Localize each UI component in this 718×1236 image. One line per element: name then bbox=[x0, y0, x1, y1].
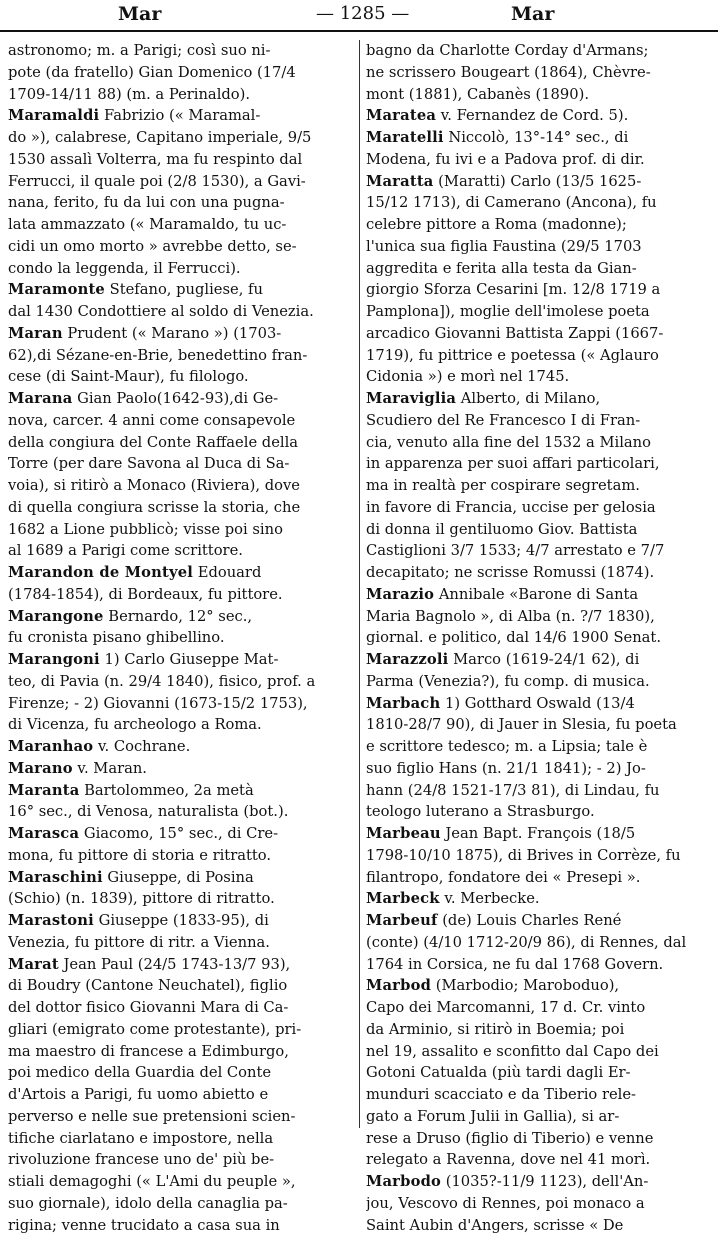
text-line bbox=[366, 627, 716, 649]
line-text: perverso e nelle sue pretensioni scien- bbox=[8, 1108, 295, 1125]
line-text: Venezia, fu pittore di ritr. a Vienna. bbox=[8, 934, 270, 951]
entry-headword: Maran bbox=[8, 325, 63, 342]
text-line bbox=[8, 1149, 358, 1171]
line-text: cese (di Saint-Maur), fu filologo. bbox=[8, 368, 249, 385]
line-text: di Boudry (Cantone Neuchatel), figlio bbox=[8, 977, 287, 994]
text-line bbox=[366, 1062, 716, 1084]
text-line bbox=[8, 1084, 358, 1106]
line-text: Firenze; - 2) Giovanni (1673-15/2 1753), bbox=[8, 695, 308, 712]
entry-first-line bbox=[8, 323, 358, 345]
text-line bbox=[8, 714, 358, 736]
line-text: Parma (Venezia?), fu comp. di musica. bbox=[366, 673, 650, 690]
text-line bbox=[8, 40, 358, 62]
entry-headword: Marana bbox=[8, 390, 72, 407]
text-line bbox=[366, 1215, 716, 1236]
text-line bbox=[8, 410, 358, 432]
text-line bbox=[366, 453, 716, 475]
line-text: hann (24/8 1521-17/3 81), di Lindau, fu bbox=[366, 782, 659, 799]
line-text: nova, carcer. 4 anni come consapevole bbox=[8, 412, 295, 429]
entry-headword: Maratta bbox=[366, 173, 434, 190]
line-text: 1719), fu pittrice e poetessa (« Aglauro bbox=[366, 347, 659, 364]
text-line bbox=[366, 301, 716, 323]
text-line bbox=[366, 671, 716, 693]
text-line bbox=[366, 519, 716, 541]
line-text: gliari (emigrato come protestante), pri- bbox=[8, 1021, 301, 1038]
line-text: giorgio Sforza Cesarini [m. 12/8 1719 a bbox=[366, 281, 660, 298]
entry-headword: Marangoni bbox=[8, 651, 100, 668]
line-text: Fabrizio (« Maramal- bbox=[99, 107, 260, 124]
text-line bbox=[366, 497, 716, 519]
line-text: munduri scacciato e da Tiberio rele- bbox=[366, 1086, 636, 1103]
line-text: Niccolò, 13°-14° sec., di bbox=[444, 129, 629, 146]
entry-first-line bbox=[366, 388, 716, 410]
line-text: voia), si ritirò a Monaco (Riviera), dove bbox=[8, 477, 300, 494]
entry-first-line bbox=[8, 562, 358, 584]
text-line bbox=[8, 1106, 358, 1128]
line-text: lata ammazzato (« Maramaldo, tu uc- bbox=[8, 216, 286, 233]
line-text: v. Maran. bbox=[73, 760, 147, 777]
text-line bbox=[8, 62, 358, 84]
entry-first-line bbox=[366, 975, 716, 997]
line-text: Bartolommeo, 2a metà bbox=[79, 782, 253, 799]
text-line bbox=[8, 432, 358, 454]
line-text: Stefano, pugliese, fu bbox=[105, 281, 263, 298]
line-text: arcadico Giovanni Battista Zappi (1667- bbox=[366, 325, 663, 342]
line-text: 16° sec., di Venosa, naturalista (bot.). bbox=[8, 803, 288, 820]
text-line bbox=[366, 954, 716, 976]
line-text: (1784-1854), di Bordeaux, fu pittore. bbox=[8, 586, 283, 603]
line-text: da Arminio, si ritirò in Boemia; poi bbox=[366, 1021, 624, 1038]
line-text: teo, di Pavia (n. 29/4 1840), fisico, prof. a bbox=[8, 673, 315, 690]
right-column bbox=[366, 40, 716, 1236]
line-text: (Marbodio; Maroboduo), bbox=[431, 977, 619, 994]
text-line bbox=[8, 345, 358, 367]
line-text: tifiche ciarlatano e impostore, nella bbox=[8, 1130, 273, 1147]
line-text: Pamplona]), moglie dell'imolese poeta bbox=[366, 303, 650, 320]
text-line bbox=[8, 1128, 358, 1150]
line-text: v. Cochrane. bbox=[93, 738, 190, 755]
text-line bbox=[366, 279, 716, 301]
entry-first-line bbox=[8, 105, 358, 127]
text-line bbox=[8, 366, 358, 388]
line-text: astronomo; m. a Parigi; così suo ni- bbox=[8, 42, 270, 59]
line-text: di donna il gentiluomo Giov. Battista bbox=[366, 521, 637, 538]
entry-first-line bbox=[366, 649, 716, 671]
text-line bbox=[366, 40, 716, 62]
entry-first-line bbox=[366, 171, 716, 193]
entry-headword: Maratea bbox=[366, 107, 436, 124]
line-text: (Schio) (n. 1839), pittore di ritratto. bbox=[8, 890, 275, 907]
text-line bbox=[366, 1041, 716, 1063]
line-text: 15/12 1713), di Camerano (Ancona), fu bbox=[366, 194, 657, 211]
text-line bbox=[366, 1128, 716, 1150]
line-text: celebre pittore a Roma (madonne); bbox=[366, 216, 627, 233]
entry-first-line bbox=[8, 867, 358, 889]
entry-first-line bbox=[8, 736, 358, 758]
entry-first-line bbox=[8, 649, 358, 671]
line-text: stiali demagoghi (« L'Ami du peuple », bbox=[8, 1173, 295, 1190]
entry-first-line bbox=[366, 693, 716, 715]
line-text: do »), calabrese, Capitano imperiale, 9/5 bbox=[8, 129, 311, 146]
entry-first-line bbox=[366, 584, 716, 606]
entry-headword: Maranta bbox=[8, 782, 79, 799]
line-text: Castiglioni 3/7 1533; 4/7 arrestato e 7/7 bbox=[366, 542, 664, 559]
line-text: suo giornale), idolo della canaglia pa- bbox=[8, 1195, 288, 1212]
line-text: v. Merbecke. bbox=[440, 890, 540, 907]
text-line bbox=[8, 801, 358, 823]
entry-headword: Maramonte bbox=[8, 281, 105, 298]
line-text: rivoluzione francese uno de' più be- bbox=[8, 1151, 274, 1168]
line-text: Jean Paul (24/5 1743-13/7 93), bbox=[59, 956, 290, 973]
line-text: filantropo, fondatore dei « Presepi ». bbox=[366, 869, 640, 886]
entry-first-line bbox=[8, 279, 358, 301]
text-line bbox=[8, 127, 358, 149]
text-line bbox=[366, 1106, 716, 1128]
entry-headword: Marangone bbox=[8, 608, 104, 625]
text-line bbox=[366, 736, 716, 758]
text-line bbox=[366, 562, 716, 584]
header-right-guideword: Mar bbox=[511, 3, 554, 25]
entry-first-line bbox=[366, 910, 716, 932]
line-text: nana, ferito, fu da lui con una pugna- bbox=[8, 194, 285, 211]
text-line bbox=[366, 1084, 716, 1106]
line-text: Alberto, di Milano, bbox=[456, 390, 600, 407]
entry-first-line bbox=[8, 388, 358, 410]
entry-first-line bbox=[8, 823, 358, 845]
text-line bbox=[8, 1193, 358, 1215]
line-text: dal 1430 Condottiere al soldo di Venezia. bbox=[8, 303, 314, 320]
line-text: 1798-10/10 1875), di Brives in Corrèze, fu bbox=[366, 847, 681, 864]
line-text: Bernardo, 12° sec., bbox=[104, 608, 253, 625]
text-line bbox=[366, 214, 716, 236]
line-text: Torre (per dare Savona al Duca di Sa- bbox=[8, 455, 289, 472]
text-line bbox=[8, 540, 358, 562]
text-line bbox=[366, 845, 716, 867]
text-line bbox=[366, 84, 716, 106]
entry-headword: Maramaldi bbox=[8, 107, 99, 124]
line-text: mont (1881), Cabanès (1890). bbox=[366, 86, 589, 103]
line-text: (Maratti) Carlo (13/5 1625- bbox=[434, 173, 642, 190]
entry-headword: Marbeck bbox=[366, 890, 440, 907]
text-line bbox=[8, 627, 358, 649]
entry-first-line bbox=[8, 606, 358, 628]
text-line bbox=[8, 301, 358, 323]
line-text: di Vicenza, fu archeologo a Roma. bbox=[8, 716, 262, 733]
entry-first-line bbox=[366, 127, 716, 149]
text-line bbox=[366, 62, 716, 84]
line-text: di quella congiura scrisse la storia, che bbox=[8, 499, 300, 516]
line-text: rese a Druso (figlio di Tiberio) e venne bbox=[366, 1130, 653, 1147]
line-text: ma in realtà per cospirare segretam. bbox=[366, 477, 640, 494]
line-text: 62),di Sézane-en-Brie, benedettino fran- bbox=[8, 347, 307, 364]
text-line bbox=[8, 845, 358, 867]
line-text: rigina; venne trucidato a casa sua in bbox=[8, 1217, 280, 1234]
left-column bbox=[8, 40, 358, 1236]
line-text: 1530 assalì Volterra, ma fu respinto dal bbox=[8, 151, 302, 168]
line-text: Saint Aubin d'Angers, scrisse « De bbox=[366, 1217, 623, 1234]
text-line bbox=[8, 693, 358, 715]
entry-headword: Marano bbox=[8, 760, 73, 777]
line-text: Ferrucci, il quale poi (2/8 1530), a Gavi- bbox=[8, 173, 306, 190]
entry-first-line bbox=[366, 1171, 716, 1193]
line-text: 1709-14/11 88) (m. a Perinaldo). bbox=[8, 86, 250, 103]
entry-headword: Marazzoli bbox=[366, 651, 448, 668]
header-left-guideword: Mar bbox=[118, 3, 161, 25]
text-line bbox=[366, 714, 716, 736]
entry-headword: Marandon de Montyel bbox=[8, 564, 193, 581]
line-text: l'unica sua figlia Faustina (29/5 1703 bbox=[366, 238, 642, 255]
line-text: della congiura del Conte Raffaele della bbox=[8, 434, 298, 451]
entry-first-line bbox=[8, 758, 358, 780]
line-text: (de) Louis Charles René bbox=[438, 912, 622, 929]
text-line bbox=[366, 149, 716, 171]
line-text: Modena, fu ivi e a Padova prof. di dir. bbox=[366, 151, 645, 168]
line-text: in favore di Francia, uccise per gelosia bbox=[366, 499, 656, 516]
text-line bbox=[8, 149, 358, 171]
text-line bbox=[8, 497, 358, 519]
line-text: Marco (1619-24/1 62), di bbox=[448, 651, 639, 668]
text-line bbox=[8, 1041, 358, 1063]
line-text: Scudiero del Re Francesco I di Fran- bbox=[366, 412, 640, 429]
line-text: Cidonia ») e morì nel 1745. bbox=[366, 368, 569, 385]
line-text: Maria Bagnolo », di Alba (n. ?/7 1830), bbox=[366, 608, 655, 625]
line-text: Jean Bapt. François (18/5 bbox=[441, 825, 635, 842]
line-text: 1764 in Corsica, ne fu dal 1768 Govern. bbox=[366, 956, 663, 973]
text-line bbox=[366, 540, 716, 562]
line-text: fu cronista pisano ghibellino. bbox=[8, 629, 225, 646]
text-line bbox=[366, 758, 716, 780]
text-line bbox=[8, 584, 358, 606]
entry-headword: Marazio bbox=[366, 586, 434, 603]
text-line bbox=[8, 1062, 358, 1084]
text-line bbox=[366, 867, 716, 889]
entry-headword: Marbach bbox=[366, 695, 440, 712]
line-text: gato a Forum Julii in Gallia), si ar- bbox=[366, 1108, 619, 1125]
text-line bbox=[366, 410, 716, 432]
text-line bbox=[8, 192, 358, 214]
entry-headword: Maraviglia bbox=[366, 390, 456, 407]
line-text: Giacomo, 15° sec., di Cre- bbox=[79, 825, 278, 842]
text-line bbox=[366, 1019, 716, 1041]
line-text: poi medico della Guardia del Conte bbox=[8, 1064, 271, 1081]
text-line bbox=[366, 258, 716, 280]
text-line bbox=[8, 258, 358, 280]
line-text: cidi un omo morto » avrebbe detto, se- bbox=[8, 238, 297, 255]
line-text: Edouard bbox=[193, 564, 261, 581]
text-line bbox=[366, 997, 716, 1019]
text-line bbox=[8, 214, 358, 236]
entry-headword: Marbeuf bbox=[366, 912, 438, 929]
entry-first-line bbox=[8, 954, 358, 976]
text-line bbox=[366, 432, 716, 454]
entry-headword: Marat bbox=[8, 956, 59, 973]
text-line bbox=[8, 932, 358, 954]
entry-first-line bbox=[8, 910, 358, 932]
text-line bbox=[366, 1193, 716, 1215]
entry-headword: Marasca bbox=[8, 825, 79, 842]
entry-headword: Marbeau bbox=[366, 825, 441, 842]
text-line bbox=[366, 801, 716, 823]
line-text: giornal. e politico, dal 14/6 1900 Senat. bbox=[366, 629, 661, 646]
line-text: (conte) (4/10 1712-20/9 86), di Rennes, dal bbox=[366, 934, 686, 951]
entry-headword: Maranhao bbox=[8, 738, 93, 755]
line-text: del dottor fisico Giovanni Mara di Ca- bbox=[8, 999, 288, 1016]
entry-first-line bbox=[366, 105, 716, 127]
text-line bbox=[8, 1019, 358, 1041]
entry-headword: Marbod bbox=[366, 977, 431, 994]
line-text: condo la leggenda, il Ferrucci). bbox=[8, 260, 241, 277]
text-line bbox=[8, 84, 358, 106]
text-line bbox=[8, 888, 358, 910]
text-line bbox=[8, 475, 358, 497]
line-text: relegato a Ravenna, dove nel 41 morì. bbox=[366, 1151, 650, 1168]
text-line bbox=[366, 366, 716, 388]
text-line bbox=[366, 606, 716, 628]
text-line bbox=[366, 236, 716, 258]
text-line bbox=[8, 236, 358, 258]
line-text: in apparenza per suoi affari particolari, bbox=[366, 455, 660, 472]
text-line bbox=[366, 475, 716, 497]
line-text: mona, fu pittore di storia e ritratto. bbox=[8, 847, 271, 864]
text-line bbox=[366, 345, 716, 367]
text-line bbox=[8, 1171, 358, 1193]
line-text: al 1689 a Parigi come scrittore. bbox=[8, 542, 243, 559]
entry-first-line bbox=[366, 823, 716, 845]
running-header bbox=[0, 0, 718, 32]
line-text: ne scrissero Bougeart (1864), Chèvre- bbox=[366, 64, 651, 81]
line-text: (1035?-11/9 1123), dell'An- bbox=[441, 1173, 648, 1190]
line-text: teologo luterano a Strasburgo. bbox=[366, 803, 595, 820]
line-text: d'Artois a Parigi, fu uomo abietto e bbox=[8, 1086, 268, 1103]
text-line bbox=[8, 975, 358, 997]
page-number: — 1285 — bbox=[316, 3, 409, 24]
line-text: e scrittore tedesco; m. a Lipsia; tale è bbox=[366, 738, 647, 755]
line-text: Gotoni Catualda (più tardi dagli Er- bbox=[366, 1064, 631, 1081]
line-text: Capo dei Marcomanni, 17 d. Cr. vinto bbox=[366, 999, 645, 1016]
entry-headword: Marastoni bbox=[8, 912, 94, 929]
line-text: 1) Gotthard Oswald (13/4 bbox=[440, 695, 635, 712]
line-text: Annibale «Barone di Santa bbox=[434, 586, 638, 603]
text-line bbox=[8, 171, 358, 193]
entry-headword: Maratelli bbox=[366, 129, 444, 146]
text-line bbox=[366, 323, 716, 345]
text-line bbox=[8, 453, 358, 475]
text-line bbox=[8, 997, 358, 1019]
line-text: jou, Vescovo di Rennes, poi monaco a bbox=[366, 1195, 645, 1212]
entry-headword: Maraschini bbox=[8, 869, 103, 886]
line-text: decapitato; ne scrisse Romussi (1874). bbox=[366, 564, 654, 581]
line-text: aggredita e ferita alla testa da Gian- bbox=[366, 260, 637, 277]
text-line bbox=[8, 671, 358, 693]
line-text: suo figlio Hans (n. 21/1 1841); - 2) Jo- bbox=[366, 760, 646, 777]
text-line bbox=[366, 1149, 716, 1171]
text-line bbox=[8, 519, 358, 541]
line-text: pote (da fratello) Gian Domenico (17/4 bbox=[8, 64, 296, 81]
line-text: Prudent (« Marano ») (1703- bbox=[63, 325, 282, 342]
line-text: Giuseppe, di Posina bbox=[103, 869, 254, 886]
line-text: ma maestro di francese a Edimburgo, bbox=[8, 1043, 289, 1060]
line-text: Gian Paolo(1642-93),di Ge- bbox=[72, 390, 278, 407]
column-divider bbox=[359, 40, 360, 1128]
line-text: cia, venuto alla fine del 1532 a Milano bbox=[366, 434, 651, 451]
entry-headword: Marbodo bbox=[366, 1173, 441, 1190]
line-text: Giuseppe (1833-95), di bbox=[94, 912, 269, 929]
text-line bbox=[366, 780, 716, 802]
line-text: 1682 a Lione pubblicò; visse poi sino bbox=[8, 521, 283, 538]
line-text: 1) Carlo Giuseppe Mat- bbox=[100, 651, 279, 668]
line-text: 1810-28/7 90), di Jauer in Slesia, fu poeta bbox=[366, 716, 677, 733]
text-line bbox=[366, 932, 716, 954]
entry-first-line bbox=[366, 888, 716, 910]
text-line bbox=[8, 1215, 358, 1236]
line-text: nel 19, assalito e sconfitto dal Capo dei bbox=[366, 1043, 659, 1060]
entry-first-line bbox=[8, 780, 358, 802]
line-text: bagno da Charlotte Corday d'Armans; bbox=[366, 42, 648, 59]
text-line bbox=[366, 192, 716, 214]
line-text: v. Fernandez de Cord. 5). bbox=[436, 107, 628, 124]
